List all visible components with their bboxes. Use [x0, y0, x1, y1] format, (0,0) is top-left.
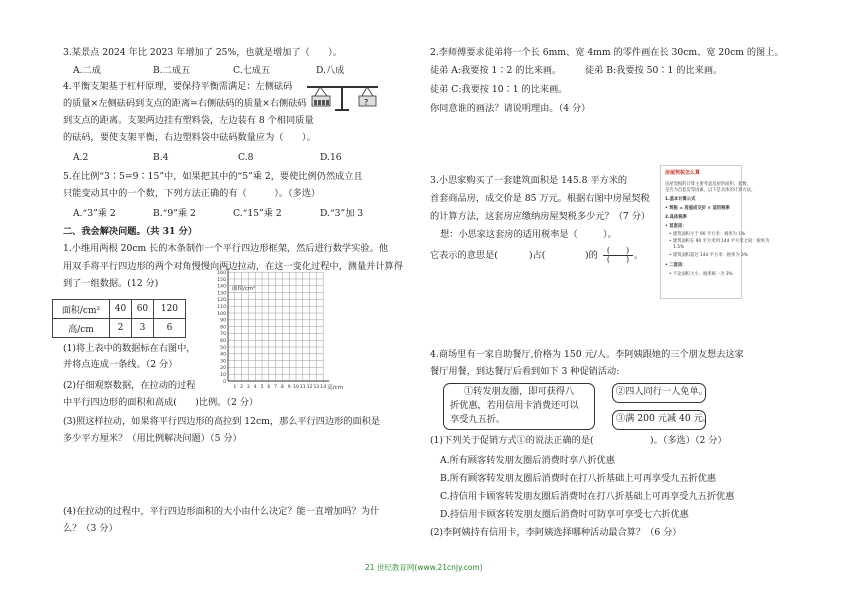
r-q2-ask: 你同意谁的画法？请说明理由。（4 分） [430, 103, 591, 114]
r-q4-line1: 4.商场里有一家自助餐厅,价格为 150 元/人。李阿姨跟她的三个朋友想去这家 [430, 349, 744, 360]
q1-part2-line1: (2)仔细观察数据，在拉动的过程 [63, 380, 196, 391]
y-tick-label: 20 [220, 366, 226, 372]
q4-option-b: B.4 [153, 152, 169, 163]
q1-part4-line2: 么？（3 分） [63, 523, 118, 534]
q4-option-d: D.16 [320, 152, 342, 163]
q5-line2: 只能变动其中的一个数，下列方法正确的有（ ）。（多选） [63, 188, 321, 199]
y-tick-label: 130 [217, 291, 226, 297]
q1-line1: 1.小维用两根 20cm 长的木条制作一个平行四边形框架，然后进行数学实验。他 [63, 243, 388, 254]
r-q3-line4b: ）。 [603, 229, 617, 240]
card-first-home: • 首套房： [665, 224, 687, 229]
q5-option-c: C.“15”乘 2 [233, 208, 282, 219]
card-second-home: • 二套房： [665, 263, 687, 268]
x-tick-label: 6 [267, 385, 271, 390]
promo1-line2: 折优惠，若用信用卡消费还可以 [450, 400, 579, 411]
q1-part1-line2: 并将点连成一条线。（2 分） [63, 359, 178, 370]
q3-option-d: D.八成 [316, 65, 345, 76]
q1-data-table [52, 299, 186, 338]
q5-option-b: B.“9”乘 2 [153, 208, 196, 219]
r-q2-line1: 2.李师傅要求徒弟将一个长 6mm、宽 4mm 的零件画在长 30cm、宽 20cm 的图上。 [430, 47, 784, 58]
y-tick-label: 140 [217, 284, 226, 290]
y-tick-label: 80 [220, 325, 226, 331]
q3-option-c: C.七成五 [233, 65, 271, 76]
y-tick-label: 10 [220, 373, 226, 378]
r-q4-part2: (2)李阿姨持有信用卡，李阿姨选择哪种活动最合算？（6 分） [430, 527, 682, 538]
y-tick-label: 90 [220, 318, 226, 324]
x-tick-label: 13 [313, 385, 320, 390]
x-tick-label: 3 [246, 385, 250, 390]
r-q4-line2: 餐厅用餐，到达餐厅后看到如下 3 种促销活动: [430, 366, 620, 377]
r-q3-line3: 的计算方法，这套房应缴纳房屋契税多少元？（7 分） [430, 211, 651, 222]
q5-option-d: D.“3”加 3 [320, 208, 364, 219]
q4-line2: 的质量×左侧砝码到支点的距离=右侧砝码的质量×右侧砝码 [63, 98, 307, 109]
q4-option-c: C.8 [238, 152, 254, 163]
x-tick-label: 1 [233, 385, 237, 390]
card-rate2-cont: 1.5% [669, 245, 685, 250]
y-tick-label: 30 [220, 359, 226, 365]
q1-part3-line2: 多少平方厘米？（用比例解决问题）（5 分） [63, 433, 242, 444]
r-q4-option-d: D.持信用卡顾客转发朋友圈后消费时可防享可享受七六折优惠 [440, 509, 689, 520]
balance-question-mark: ? [364, 98, 369, 107]
table-cell: 2 [110, 319, 132, 338]
table-cell: 6 [153, 319, 185, 338]
x-tick-label: 10 [293, 385, 299, 390]
fraction-blank[interactable]: ( ) ( ) [603, 247, 633, 264]
q1-part2-line2: 中平行四边形的面积和高成( )比例。（2 分） [63, 397, 259, 408]
r-q2-b: 徒弟 B:我要按 50∶1 的比来画。 [585, 65, 723, 76]
q5-line1: 5.在比例“3∶5=9∶15”中，如果把其中的“5”乘 2，要使比例仍然成立且 [63, 171, 363, 182]
r-q4-option-c: C.持信用卡顾客转发朋友圈后消费时在打八折基础上可再享受九五折优惠 [440, 491, 735, 502]
r-q2-c: 徒弟 C:我要按 10∶1 的比来画。 [430, 84, 568, 95]
y-tick-label: 110 [217, 305, 226, 310]
card-rate2: • 建筑面积在 90 平方米到 144 平方米之间：税率为 [669, 239, 770, 244]
deed-tax-card [661, 166, 770, 298]
q5-option-a: A.“3”乘 2 [73, 208, 116, 219]
y-tick-label: 100 [217, 311, 226, 317]
y-tick-label: 120 [217, 298, 226, 304]
x-tick-label: 7 [274, 385, 278, 390]
card-rate3: • 建筑面积超过 144 平方米：税率为 3% [669, 253, 748, 258]
q4-line4: 的砝码，要使支架平衡，右边塑料袋中砝码数量应为（ ）。 [63, 132, 316, 143]
q3-stem: 3.某景点 2024 年比 2023 年增加了 25%，也就是增加了（ ）。 [63, 47, 342, 58]
table-row1-label: 面积/cm² [53, 300, 110, 319]
r-q3-line5c: )的 [585, 250, 598, 261]
section-2-heading: 二、我会解决问题。（共 31 分） [63, 226, 198, 237]
promo2-text: ②四人同行一人免单。 [616, 386, 708, 397]
card-para1: 房屋契税的计算主要考虑房屋的面积、套数、 [665, 182, 751, 187]
r-q3-line5b: )占( [529, 250, 546, 261]
q3-option-b: B.二成五 [153, 65, 191, 76]
r-q4-part1b: )。（多选）（2 分） [650, 435, 727, 446]
q1-part1-line1: (1)将上表中的数据标在右图中， [63, 343, 196, 354]
table-cell: 120 [153, 300, 185, 319]
x-tick-label: 14 [320, 385, 327, 390]
r-q3-line5d: 。 [634, 250, 644, 261]
x-tick-label: 11 [299, 385, 306, 390]
promo1-line1: ①转发朋友圈，即可获得八 [464, 386, 575, 397]
q1-line3: 到了一组数据。(12 分) [63, 278, 159, 289]
r-q4-part1a: (1)下列关于促销方式①的说法正确的是( [430, 435, 594, 446]
y-tick-label: 60 [220, 339, 226, 344]
y-tick-label: 160 [217, 271, 226, 276]
x-tick-label: 4 [253, 385, 257, 390]
y-tick-label: 70 [220, 332, 226, 338]
x-tick-label: 2 [240, 385, 244, 390]
q4-line1: 4.平衡支架基于杠杆原理，要保持平衡需满足：左侧砝码 [63, 81, 293, 92]
r-q3-line4a: 想：小思家这套房的适用税率是（ [440, 229, 578, 240]
x-axis-label: 高/cm [327, 385, 343, 391]
page-footer: 21 世纪教育网(www.21cnjy.com) [365, 563, 483, 572]
balance-scale-figure [305, 82, 380, 112]
y-tick-label: 50 [220, 345, 226, 351]
x-tick-label: 12 [306, 385, 313, 390]
card-rate4: • 不论面积大小，税率统一为 3% [669, 272, 733, 277]
card-rate1: • 建筑面积小于 90 平方米：税率为 1% [669, 232, 746, 237]
promo3-text: ③满 200 元减 40 元。 [616, 413, 713, 424]
table-cell: 3 [131, 319, 153, 338]
r-q3-line5a: 它表示的意思是( [430, 250, 498, 261]
x-tick-label: 5 [260, 385, 264, 390]
card-formula: • 契税 = 房屋成交价 × 适用税率 [665, 206, 730, 211]
card-title: 房屋契税怎么算 [665, 170, 701, 176]
table-row2-label: 高/cm [53, 319, 110, 338]
r-q3-line2: 首套商品房，成交价是 85 万元。根据右图中房屋契税 [430, 193, 650, 204]
q1-part4-line1: (4)在拉动的过程中，平行四边形面积的大小由什么决定？能一直增加吗？为什 [63, 506, 380, 517]
r-q3-line1: 3.小思家购买了一套建筑面积是 145.8 平方米的 [430, 175, 628, 186]
table-cell: 40 [110, 300, 132, 319]
q1-part3-line1: (3)照这样拉动，如果将平行四边形的高拉到 12cm，那么平行四边形的面积是 [63, 416, 381, 427]
q4-line3: 到支点的距离。支架两边挂有塑料袋，左边装有 8 个相同质量 [63, 115, 314, 126]
x-tick-label: 9 [287, 385, 291, 390]
card-heading2: 2.具体税率 [665, 215, 687, 220]
q3-option-a: A.二成 [73, 65, 101, 76]
q4-option-a: A.2 [73, 152, 89, 163]
q1-coordinate-grid[interactable] [206, 271, 376, 393]
y-tick-label: 150 [217, 277, 226, 283]
y-tick-label: 40 [220, 352, 226, 358]
y-tick-label: 0 [223, 379, 226, 385]
r-q4-option-a: A.所有顾客转发朋友圈后消费时享八折优惠 [440, 455, 615, 466]
card-heading1: 1.基本计算公式 [665, 197, 696, 202]
y-axis-label: 面积/cm² [232, 286, 256, 292]
promo1-line3: 享受九五折。 [450, 414, 506, 425]
q1-line2: 用双手将平行四边形的两个对角慢慢向两边拉动，在这一变化过程中，测量并计算得 [63, 261, 403, 272]
x-tick-label: 8 [280, 385, 284, 390]
card-para2: 是否为首套房等因素，以下是具体的计算方法。 [665, 188, 756, 193]
r-q4-option-b: B.所有顾客转发朋友圈后消费时在打八折基础上可再享受九五折优惠 [440, 473, 717, 484]
table-cell: 60 [131, 300, 153, 319]
r-q2-a: 徒弟 A:我要按 1∶2 的比来画。 [430, 65, 562, 76]
